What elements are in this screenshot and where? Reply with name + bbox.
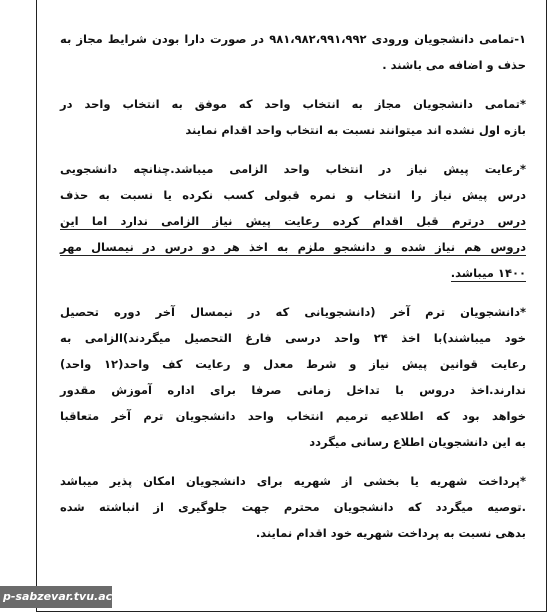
paragraph-prerequisites: [60, 156, 526, 286]
site-watermark: p-sabzevar.tvu.ac.ir: [0, 586, 112, 608]
text-line: [60, 234, 526, 260]
text-line: [60, 260, 526, 286]
underlined-text: درس درترم قبل اقدام کرده رعایت پیش نیاز الزامی ندارد اما این: [60, 214, 526, 228]
text-line: خواهد بود که اطلاعیه ترمیم انتخاب واحد دانشجویان ترم آخر متعاقبا: [60, 409, 526, 423]
underlined-text: ۱۴۰۰ میباشد.: [450, 266, 526, 280]
document-body: [60, 26, 526, 559]
text-line: به این دانشجویان اطلاع رسانی میگردد: [309, 435, 526, 449]
text-line: .توصیه میگردد که دانشجویان محترم جهت جلوگیری از انباشته شده: [60, 500, 526, 514]
paragraph-tuition-payment: [60, 468, 526, 546]
text-line: حذف و اضافه می باشند .: [382, 58, 526, 72]
text-line: ۱-تمامی دانشجویان ورودی ۹۸۱،۹۸۲،۹۹۱،۹۹۲ در صورت دارا بودن شرایط مجاز به: [60, 32, 527, 46]
text-line: *پرداخت شهریه یا بخشی از شهریه برای دانشجویان امکان پذیر میباشد: [60, 474, 526, 488]
paragraph-unit-selection: [60, 91, 526, 143]
text-line: خود میباشند)با اخذ ۲۴ واحد درسی فارغ التحصیل میگردند)الزامی به: [60, 331, 526, 345]
text-line: رعایت قوانین پیش نیاز و شرط معدل و رعایت کف واحد(۱۲ واحد): [60, 357, 527, 371]
underlined-text: دروس هم نیاز شده و دانشجو ملزم به اخذ هر دو درس در نیمسال مهر: [60, 240, 526, 254]
text-line: ندارند.اخذ دروس با تداخل زمانی صرفا برای اداره آموزش مقدور: [60, 383, 526, 397]
text-line: درس پیش نیاز را انتخاب و نمره قبولی کسب نکرده یا نسبت به حذف: [60, 188, 526, 202]
paragraph-entry-eligibility: [60, 26, 526, 78]
text-line: *دانشجویان ترم آخر (دانشجویانی که در نیمسال آخر دوره تحصیل: [60, 305, 526, 319]
paragraph-final-term-students: [60, 299, 526, 455]
text-line: بازه اول نشده اند میتوانند نسبت به انتخاب واحد اقدام نمایند: [185, 123, 526, 137]
text-line: [60, 208, 526, 234]
text-line: *رعایت پیش نیاز در انتخاب واحد الزامی میباشد.چنانچه دانشجویی: [60, 162, 526, 176]
text-line: *تمامی دانشجویان مجاز به انتخاب واحد که موفق به انتخاب واحد در: [60, 97, 526, 111]
text-line: بدهی نسبت به پرداخت شهریه خود اقدام نمایند.: [255, 526, 526, 540]
